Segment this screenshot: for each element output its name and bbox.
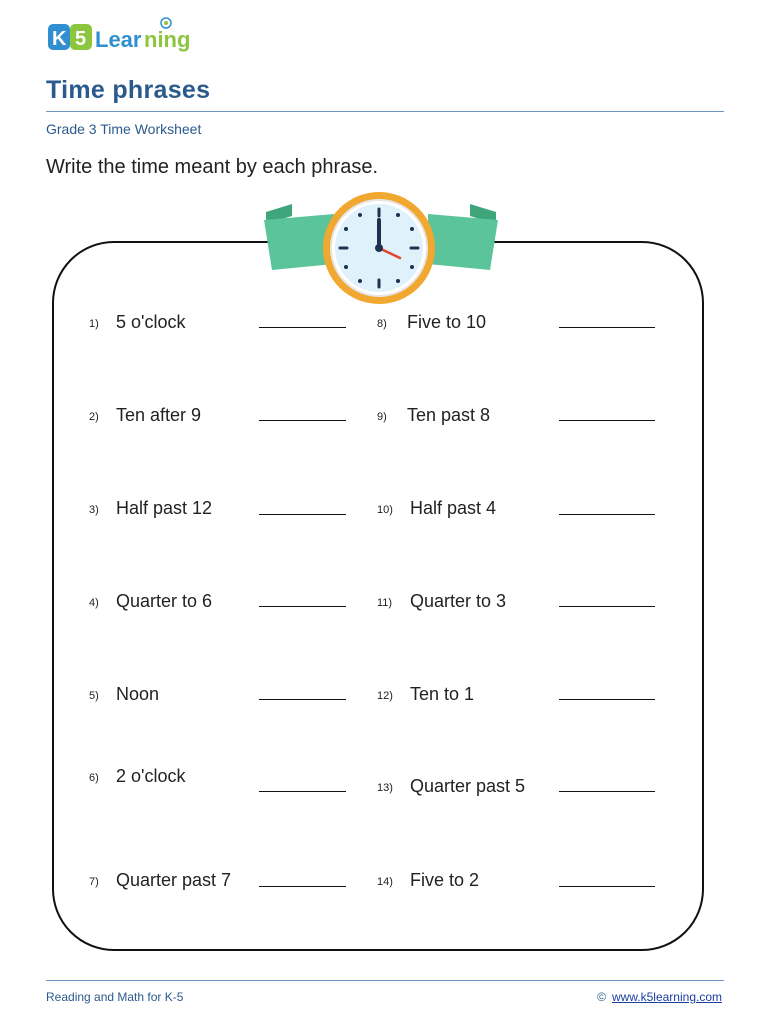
- answer-blank[interactable]: [559, 791, 655, 792]
- page-title: Time phrases: [46, 76, 211, 104]
- answer-blank[interactable]: [259, 606, 346, 607]
- problem-number: 4): [89, 597, 99, 609]
- site-link[interactable]: www.k5learning.com: [611, 990, 722, 1004]
- problem-phrase: Five to 2: [410, 870, 480, 890]
- answer-blank[interactable]: [259, 420, 346, 421]
- problem-phrase: Five to 10: [407, 312, 487, 332]
- answer-blank[interactable]: [259, 886, 346, 887]
- answer-blank[interactable]: [559, 699, 655, 700]
- answer-blank[interactable]: [259, 791, 346, 792]
- problem-number: 8): [377, 318, 387, 330]
- copyright-symbol: ©: [597, 990, 606, 1004]
- problem-number: 7): [89, 876, 99, 888]
- problem-number: 10): [377, 504, 393, 516]
- answer-blank[interactable]: [259, 514, 346, 515]
- problem-phrase: 2 o'clock: [116, 766, 186, 786]
- answer-blank[interactable]: [559, 327, 655, 328]
- svg-text:Lear: Lear: [95, 27, 142, 52]
- problem-number: 14): [377, 876, 393, 888]
- problem-number: 9): [377, 411, 387, 423]
- footer-divider: [46, 980, 724, 981]
- k5-learning-logo: [48, 14, 213, 60]
- problem-number: 5): [89, 690, 99, 702]
- header-divider: [46, 111, 724, 112]
- clock-icon: [262, 190, 500, 308]
- problem-phrase: Quarter to 6: [116, 591, 213, 611]
- problem-number: 11): [377, 597, 393, 609]
- problem-number: 2): [89, 411, 99, 423]
- problem-phrase: Quarter to 3: [410, 591, 507, 611]
- svg-text:K: K: [52, 28, 67, 50]
- problem-phrase: Quarter past 7: [116, 870, 232, 890]
- svg-text:5: 5: [75, 28, 87, 50]
- problem-phrase: Ten after 9: [116, 405, 202, 425]
- problem-phrase: 5 o'clock: [116, 312, 186, 332]
- answer-blank[interactable]: [559, 606, 655, 607]
- problem-number: 12): [377, 690, 393, 702]
- problem-phrase: Noon: [116, 684, 160, 704]
- answer-blank[interactable]: [559, 886, 655, 887]
- footer-tagline: Reading and Math for K-5: [46, 990, 184, 1004]
- worksheet-subtitle: Grade 3 Time Worksheet: [46, 121, 202, 137]
- problem-phrase: Half past 12: [116, 498, 213, 518]
- answer-blank[interactable]: [259, 699, 346, 700]
- problem-number: 3): [89, 504, 99, 516]
- answer-blank[interactable]: [259, 327, 346, 328]
- svg-text:ning: ning: [144, 27, 191, 52]
- problem-phrase: Ten to 1: [410, 684, 475, 704]
- problem-number: 1): [89, 318, 99, 330]
- problem-number: 6): [89, 772, 99, 784]
- problem-phrase: Quarter past 5: [410, 776, 526, 796]
- problem-number: 13): [377, 782, 393, 794]
- instructions: Write the time meant by each phrase.: [46, 156, 379, 178]
- answer-blank[interactable]: [559, 514, 655, 515]
- problem-phrase: Half past 4: [410, 498, 497, 518]
- answer-blank[interactable]: [559, 420, 655, 421]
- footer-link-group: [597, 990, 722, 1004]
- problem-phrase: Ten past 8: [407, 405, 491, 425]
